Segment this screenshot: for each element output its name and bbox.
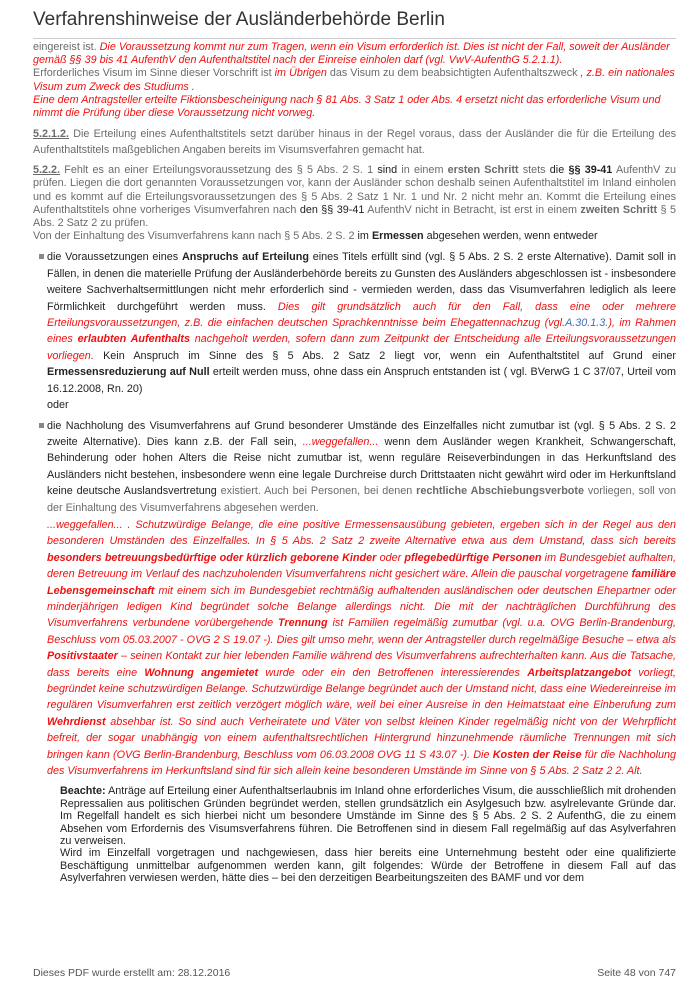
red-italic-text: nachgeholt werden, sofern dann zum Zeitpunkt der Entscheidung alle Erteilungsvoraussetzungen vorliegen. (47, 333, 677, 362)
title-divider (33, 38, 676, 39)
text-run: erteilt werden muss, ohne dass ein Anspruch entstanden ist ( vgl. BVerwG 1 C 37/07, Urteil vom 16.12.2008, Rn. 20) (47, 366, 676, 395)
text-run: Erforderliches Visum im Sinne dieser Vorschrift ist (33, 67, 272, 80)
red-italic-text: Eine dem Antragsteller erteilte Fiktionsbescheinigung nach § 81 Abs. 3 Satz 1 oder Abs. 4 ersetzt nicht das erforderliche Visum und nimmt die Prüfung über diese Voraussetzung nicht vorweg. (33, 93, 661, 120)
bold-text: rechtliche Abschiebungsverbote (416, 485, 584, 498)
text-run: ist Familien regelmäßig zumutbar (vgl. u.a. OVG Berlin-Brandenburg, Beschluss vom 05.03.2007 - OVG 2 S 19.07 -). Dies gilt umso mehr, wenn der Antragsteller durch regelmäßige Besuche – etwa als (47, 617, 676, 646)
red-italic-text: Die Voraussetzung kommt nur zum Tragen, wenn ein Visum erforderlich ist. Dies ist nicht der Fall, soweit der Ausländer gemäß §§ 39 bis 41 AufenthV den Aufenthaltstitel nach der Einreise einholen darf (vgl. VwV-AufenthG 5.2.1.1). (33, 41, 670, 67)
text-run: AufenthV nicht in Betracht, ist erst in einem (367, 203, 577, 216)
bold-text: Kosten der Reise (492, 748, 582, 761)
text-run: mit einem sich im Bundesgebiet rechtmäßig aufhaltenden ausländischen oder deutschen Ehepartner oder minderjährigen ledigen Kind begründet solche Belange allerdings nicht. Die mit der nachträglichen Durchführung des Visumverfahrens verbundene vorübergehende (47, 584, 676, 630)
bold-text: Wehrdienst (47, 715, 106, 728)
text-run: Von der Einhaltung des Visumverfahrens kann nach § 5 Abs. 2 S. 2 (33, 230, 355, 243)
text-run: Kein Anspruch im Sinne des § 5 Abs. 2 Satz 2 liegt vor, wenn ein Aufenthaltstitel auf Grund einer (103, 349, 677, 362)
bold-text: zweiten Schritt (580, 203, 658, 216)
text-run: die Voraussetzungen eines (47, 251, 179, 264)
paragraph-visum (33, 41, 676, 120)
bold-text: familiäre Lebensgemeinschaft (47, 568, 676, 597)
section-number: 5.2.1.2. (33, 128, 70, 141)
page-title: Verfahrenshinweise der Ausländerbehörde Berlin (33, 9, 445, 30)
red-italic-text: ), im Rahmen eines (47, 317, 676, 346)
text-run: stets (522, 164, 546, 177)
bold-text: Ermessen (371, 230, 424, 243)
red-bold-text: erlaubten Aufenthalts (77, 333, 190, 346)
text-run: AufenthV zu prüfen. Liegen die dort genannten Voraussetzungen vor, kann der Ausländer schon deshalb seinen Aufenthaltstitel im Inland einholen und es kommt auf die Erteilungsvoraussetzungen des § 5 Abs. 2 Satz 1 Nr. 1 und Nr. 2 nicht mehr an. Kommt die Erteilung eines Aufenthaltstitels ohne vorheriges Visumverfahren nach (33, 164, 677, 216)
text-run: die (549, 164, 565, 177)
text-run: existiert. Auch bei Personen, bei denen (220, 485, 413, 498)
bold-text: besonders betreuungsbedürftige oder kürzlich geborene Kinder (47, 551, 377, 564)
cross-reference-link[interactable]: A.30.1.3. (565, 317, 609, 330)
text-run: vorliegt, begründet keine schutzwürdigen Belange. Schutzwürdige Belange begründet auch der Umstand nicht, dass eine Wiedereinreise im regulären Visumverfahren erst zeitlich verzögert möglich wäre, weil bei einer Ausreise in den Heimatstaat eine Einberufung zum (47, 666, 677, 712)
list-item (33, 249, 676, 413)
bold-text: Anspruchs auf Erteilung (182, 251, 309, 264)
bold-text: ersten Schritt (447, 164, 519, 177)
note-block (33, 785, 676, 884)
text-run: sind (377, 164, 398, 177)
text-run: im (357, 230, 369, 243)
text-run: absehbar ist. So sind auch Verheiratete und Väter von selbst kleinen Kinder regelmäßig nicht von der Wehrpflicht befreit, der sogar unabhängig von einem aufenthaltsrechtlichen Hintergrund hinzunehmende räumliche Trennungen mit sich bringen kann (OVG Berlin-Brandenburg, Beschluss vom 06.03.2008 OVG 11 S 43.07 -). Die (47, 715, 676, 761)
text-run: den §§ 39-41 (299, 203, 365, 216)
text-run: die Nachholung des Visumverfahrens auf Grund besonderer Umstände des Einzelfalles nicht zumutbar ist (vgl. § 5 Abs. 2 S. 2 zweite Alternative). Dies kann z.B. der Fall sein, (47, 419, 676, 448)
bold-text: Wohnung angemietet (144, 666, 259, 679)
text-run: vorliegen, soll von der Einhaltung des Visumverfahrens abgesehen werden. (47, 485, 677, 514)
text-run: § 5 Abs. 2 Satz 2 zu prüfen. (33, 203, 677, 230)
red-commentary-block (33, 517, 676, 780)
section-5-2-1-2 (33, 126, 676, 158)
text-run: eines Titels erfüllt sind (vgl. § 5 Abs. 2 S. 2 erste Alternative). Damit soll in Fällen, in denen die materielle Prüfung der Ausländerbehörde bereits zu Gunsten des Ausländers abgeschlossen ist - insbesondere weitere Sachverhaltsermittlungen nicht mehr erforderlich sind - vermieden werden, dass das Visumverfahren lediglich als leere Förmlichkeit durchgeführt werden muss. (47, 251, 677, 313)
text-run: eingereist ist. (33, 41, 97, 53)
text-run: für die Nachholung des Visumverfahrens im Herkunftsland sind für sich allein keine besonderen Umstände im Sinne von § 5 Abs. 2 Satz 2 2. Alt. (47, 748, 676, 778)
document-body (33, 41, 676, 885)
text-run: oder (379, 551, 402, 564)
red-italic-text: ...weggefallen... (302, 435, 379, 448)
red-italic-text: Dies gilt grundsätzlich auch für den Fall, dass eine oder mehrere Erteilungsvoraussetzungen, z.B. die einfachen deutschen Sprachkenntnisse beim Ehegattennachzug (vgl. (47, 300, 676, 330)
text-run: wenn dem Ausländer wegen Krankheit, Schwangerschaft, Behinderung oder hohen Alters die Reise nicht zumutbar ist, wenn reguläre Reiseverbindungen in das Herkunftsland des Ausländers nicht bestehen, insbesondere wenn eine legale Durchreise durch Drittstaaten nicht gewährt wird oder im Herkunftsland keine deutsche Auslandsvertretung (47, 435, 677, 498)
text-run: das Visum zu dem beabsichtigten Aufenthaltszweck (329, 67, 578, 80)
note-text: Wird im Einzelfall vorgetragen und nachgewiesen, dass hier bereits eine Unternehmung besteht oder eine qualifizierte Beschäftigung unmittelbar aufgenommen werden kann, gilt folgendes: Würde der Betroffene in diesem Fall auf das Asylverfahren verwiesen werden, hätte dies – bei den derzeitigen Bearbeitungszeiten des BAMF und vor dem (60, 847, 676, 885)
bullet-marker (39, 254, 44, 259)
text-run: im Bundesgebiet aufhalten, deren Betreuung im Verlauf des nachzuholenden Visumverfahrens nicht gesichert wäre. Allein die pauschal vorgetragene (47, 551, 676, 581)
footer-created-date: Dieses PDF wurde erstellt am: 28.12.2016 (33, 967, 231, 979)
red-italic-text: , z.B. ein nationales Visum zum Zweck des Studiums . (33, 67, 675, 93)
text-run: – seinen Kontakt zur hier lebenden Familie während des Visumverfahrens aufrechterhalten kann. Aus die Tatsache, dass bereits eine (47, 650, 676, 679)
section-5-2-2 (33, 164, 676, 243)
bullet-marker (39, 423, 44, 428)
note-text: Anträge auf Erteilung einer Aufenthaltserlaubnis im Inland ohne erforderliches Visum, die ausschließlich mit drohenden Repressalien aus politischen Gründen begründet werden, stellen grundsätzlich ein Asylgesuch bzw. asylrelevante Gründe dar. Im Regelfall handelt es sich hierbei nicht um besondere Umstände im Sinne des § 5 Abs. 2 S. 2 AufenthG, die zu einem Absehen vom Erfordernis des Visumsverfahrens führen. Die Betroffenen sind in diesem Fall regelmäßig auf das Asylverfahren zu verweisen. (60, 785, 676, 848)
bold-text: §§ 39-41 (568, 164, 613, 177)
list-item (33, 418, 676, 516)
text-run: abgesehen werden, wenn entweder (426, 230, 598, 243)
footer-page-number: Seite 48 von 747 (597, 967, 676, 979)
bold-text: Ermessensreduzierung auf Null (47, 366, 210, 379)
bold-text: pflegebedürftige Personen (404, 551, 542, 564)
text-run: Fehlt es an einer Erteilungsvoraussetzung des § 5 Abs. 2 S. 1 (64, 164, 374, 177)
bold-text: Trennung (278, 617, 328, 630)
section-text: Die Erteilung eines Aufenthaltstitels setzt darüber hinaus in der Regel voraus, dass der Ausländer die für die Erteilung des Aufenthaltstitels maßgeblichen Angaben bereits im Visumsverfahren gemacht hat. (33, 128, 677, 157)
note-label: Beachte: (60, 785, 106, 798)
bold-text: Arbeitsplatzangebot (527, 666, 631, 679)
section-number: 5.2.2. (33, 164, 61, 177)
red-italic-text: im Übrigen (274, 67, 327, 80)
text-run: ...weggefallen... . Schutzwürdige Belange, die eine positive Ermessensausübung gebieten, ergeben sich in der Regel aus den besonderen Umständen des Einzelfalles. In § 5 Abs. 2 Satz 2 zweite Alternative etwa aus dem Umstand, dass sich bereits (47, 518, 676, 548)
text-run: wurde oder ein den Betroffenen interessierendes (265, 666, 520, 679)
bold-text: Positivstaater (47, 650, 118, 663)
text-run: oder (47, 399, 69, 412)
text-run: in einem (401, 164, 444, 177)
